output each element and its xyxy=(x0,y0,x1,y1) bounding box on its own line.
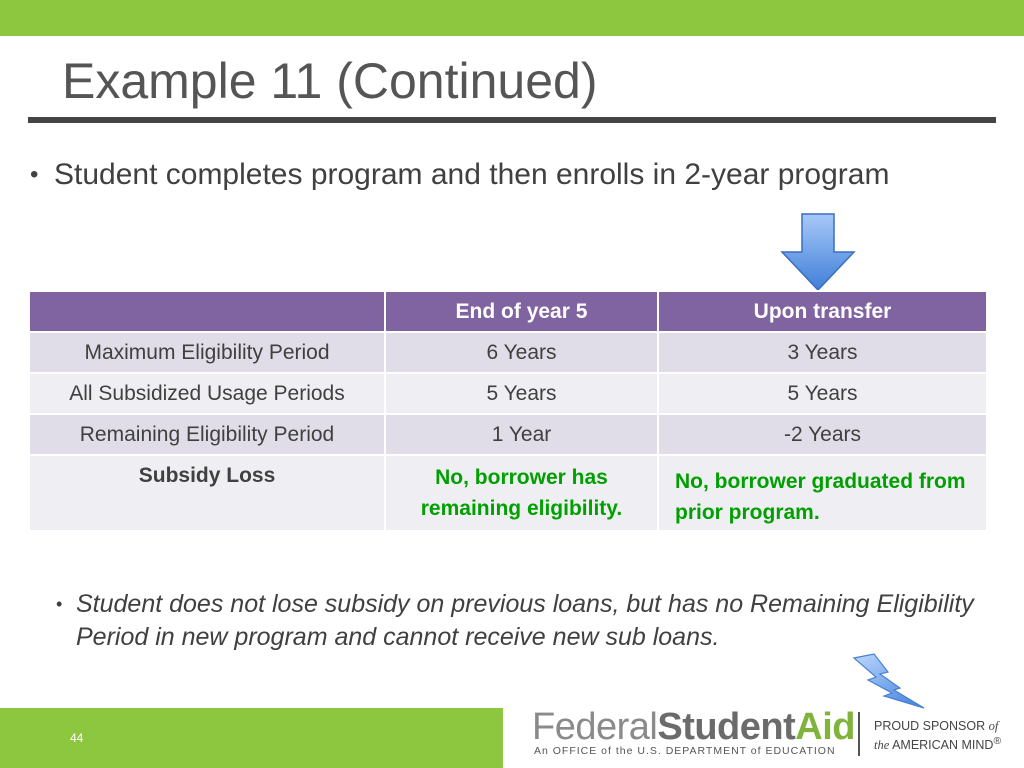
row-label: Remaining Eligibility Period xyxy=(29,414,385,455)
page-number: 44 xyxy=(70,731,84,745)
row-label: Maximum Eligibility Period xyxy=(29,332,385,373)
header-blank xyxy=(29,291,385,332)
down-arrow-icon xyxy=(778,212,858,292)
sponsor-text-of: of xyxy=(988,719,999,733)
table-row xyxy=(29,332,987,373)
logo-wordmark xyxy=(532,705,855,749)
table-row xyxy=(29,414,987,455)
cell-end-of-year-5: 1 Year xyxy=(385,414,658,455)
header-upon-transfer: Upon transfer xyxy=(658,291,987,332)
logo-aid: Aid xyxy=(795,706,855,748)
sponsor-tagline xyxy=(874,718,1001,753)
sponsor-text-a: PROUD SPONSOR xyxy=(874,719,989,733)
bullet-dot: • xyxy=(56,594,63,614)
main-bullet-text: Student completes program and then enrolls in 2-year program xyxy=(54,158,890,191)
title-underline xyxy=(28,117,996,123)
cell-upon-transfer: 3 Years xyxy=(658,332,987,373)
table-row xyxy=(29,455,987,531)
logo-divider xyxy=(858,712,860,756)
logo-federal: Federal xyxy=(532,706,658,748)
sponsor-text-the: the xyxy=(874,738,890,753)
main-bullet xyxy=(30,155,890,195)
cell-upon-transfer: No, borrower graduated from prior program. xyxy=(658,455,987,531)
bullet-dot: • xyxy=(30,161,39,188)
cell-end-of-year-5: No, borrower has remaining eligibility. xyxy=(385,455,658,531)
header-end-of-year-5: End of year 5 xyxy=(385,291,658,332)
table-row xyxy=(29,373,987,414)
eligibility-table xyxy=(28,290,988,532)
cell-upon-transfer: -2 Years xyxy=(658,414,987,455)
logo-office-line: An OFFICE of the U.S. DEPARTMENT of EDUCATION xyxy=(534,745,836,757)
cell-upon-transfer: 5 Years xyxy=(658,373,987,414)
logo-student: Student xyxy=(657,706,796,748)
row-label: All Subsidized Usage Periods xyxy=(29,373,385,414)
slide-title: Example 11 (Continued) xyxy=(62,53,598,109)
sub-bullet-text: Student does not lose subsidy on previous loans, but has no Remaining Eligibility Period in new program and cannot receive new sub loans. xyxy=(76,590,974,651)
sub-bullet xyxy=(56,588,996,654)
cell-end-of-year-5: 6 Years xyxy=(385,332,658,373)
table-header-row xyxy=(29,291,987,332)
top-accent-band xyxy=(0,0,1024,36)
lightning-bolt-icon xyxy=(850,652,928,710)
cell-end-of-year-5: 5 Years xyxy=(385,373,658,414)
federal-student-aid-logo xyxy=(532,705,855,765)
row-label: Subsidy Loss xyxy=(29,455,385,531)
registered-mark: ® xyxy=(993,736,1002,747)
sponsor-text-mind: AMERICAN MIND xyxy=(889,738,994,753)
